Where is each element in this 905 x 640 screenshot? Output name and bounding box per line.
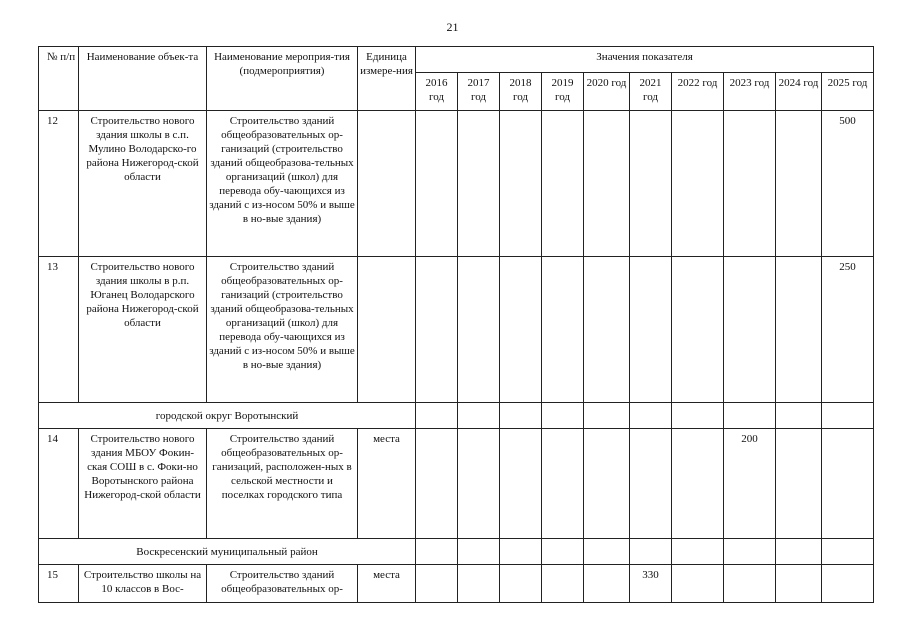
value-cell (458, 429, 500, 539)
value-cell (630, 429, 672, 539)
row-number: 13 (39, 257, 79, 403)
header-year: 2022 год (672, 73, 724, 111)
value-cell (822, 565, 874, 603)
header-year: 2018 год (500, 73, 542, 111)
value-cell (776, 565, 822, 603)
empty-cell (630, 539, 672, 565)
unit-cell: места (358, 565, 416, 603)
unit-cell: места (358, 429, 416, 539)
value-cell (776, 111, 822, 257)
empty-cell (776, 403, 822, 429)
value-cell (500, 565, 542, 603)
value-cell: 200 (724, 429, 776, 539)
table-row (39, 429, 874, 539)
empty-cell (584, 539, 630, 565)
header-object: Наименование объек-та (79, 47, 207, 111)
object-name: Строительство нового здания школы в р.п. Юганец Володарского района Нижегород-ской области (79, 257, 207, 403)
empty-cell (416, 539, 458, 565)
section-row (39, 403, 874, 429)
value-cell (724, 257, 776, 403)
value-cell (672, 429, 724, 539)
value-cell (416, 565, 458, 603)
empty-cell (672, 403, 724, 429)
section-label: Воскресенский муниципальный район (39, 539, 416, 565)
object-name: Строительство нового здания школы в с.п. Мулино Володарско-го района Нижегород-ской области (79, 111, 207, 257)
header-year: 2021 год (630, 73, 672, 111)
empty-cell (458, 539, 500, 565)
empty-cell (542, 403, 584, 429)
object-name: Строительство школы на 10 классов в Вос- (79, 565, 207, 603)
measure-name: Строительство зданий общеобразовательных ор-ганизаций, расположен-ных в сельской местности и поселках городского типа (207, 429, 358, 539)
measure-name: Строительство зданий общеобразовательных ор- (207, 565, 358, 603)
header-measure: Наименование мероприя-тия (подмероприятия) (207, 47, 358, 111)
value-cell: 250 (822, 257, 874, 403)
empty-cell (822, 403, 874, 429)
value-cell (542, 565, 584, 603)
indicator-table (38, 46, 874, 603)
value-cell (416, 111, 458, 257)
empty-cell (724, 539, 776, 565)
value-cell (672, 565, 724, 603)
value-cell (672, 111, 724, 257)
header-year: 2019 год (542, 73, 584, 111)
header-year: 2016 год (416, 73, 458, 111)
unit-cell (358, 111, 416, 257)
unit-cell (358, 257, 416, 403)
empty-cell (776, 539, 822, 565)
value-cell (724, 111, 776, 257)
empty-cell (458, 403, 500, 429)
value-cell (416, 257, 458, 403)
header-values: Значения показателя (416, 47, 874, 73)
header-year: 2024 год (776, 73, 822, 111)
measure-name: Строительство зданий общеобразовательных ор-ганизаций (строительство зданий общеобразова-тельных организаций (школ) для перевода обу-чающихся из зданий с из-носом 50% и выше в но-вые здания) (207, 111, 358, 257)
table-row (39, 257, 874, 403)
value-cell (630, 111, 672, 257)
value-cell (458, 565, 500, 603)
empty-cell (724, 403, 776, 429)
header-unit: Единица измере-ния (358, 47, 416, 111)
value-cell (542, 257, 584, 403)
value-cell (458, 111, 500, 257)
header-num: № п/п (39, 47, 79, 111)
value-cell (672, 257, 724, 403)
value-cell (724, 565, 776, 603)
value-cell (500, 111, 542, 257)
table-row (39, 111, 874, 257)
empty-cell (500, 403, 542, 429)
value-cell (584, 565, 630, 603)
header-year: 2017 год (458, 73, 500, 111)
header-year: 2023 год (724, 73, 776, 111)
value-cell (584, 111, 630, 257)
row-number: 14 (39, 429, 79, 539)
value-cell (542, 111, 584, 257)
value-cell (776, 429, 822, 539)
empty-cell (542, 539, 584, 565)
value-cell (584, 257, 630, 403)
empty-cell (672, 539, 724, 565)
empty-cell (822, 539, 874, 565)
value-cell: 330 (630, 565, 672, 603)
value-cell (500, 429, 542, 539)
table-row (39, 565, 874, 603)
empty-cell (416, 403, 458, 429)
value-cell: 500 (822, 111, 874, 257)
row-number: 15 (39, 565, 79, 603)
row-number: 12 (39, 111, 79, 257)
page-number: 21 (446, 20, 459, 34)
measure-name: Строительство зданий общеобразовательных ор-ганизаций (строительство зданий общеобразова-тельных организаций (школ) для перевода обу-чающихся из зданий с из-носом 50% и выше в но-вые здания) (207, 257, 358, 403)
value-cell (776, 257, 822, 403)
section-label: городской округ Воротынский (39, 403, 416, 429)
value-cell (500, 257, 542, 403)
header-year: 2025 год (822, 73, 874, 111)
header-year: 2020 год (584, 73, 630, 111)
value-cell (584, 429, 630, 539)
value-cell (458, 257, 500, 403)
empty-cell (630, 403, 672, 429)
value-cell (416, 429, 458, 539)
value-cell (822, 429, 874, 539)
empty-cell (500, 539, 542, 565)
value-cell (630, 257, 672, 403)
object-name: Строительство нового здания МБОУ Фокин-ская СОШ в с. Фоки-но Воротынского района Нижегород-ской области (79, 429, 207, 539)
empty-cell (584, 403, 630, 429)
value-cell (542, 429, 584, 539)
section-row (39, 539, 874, 565)
